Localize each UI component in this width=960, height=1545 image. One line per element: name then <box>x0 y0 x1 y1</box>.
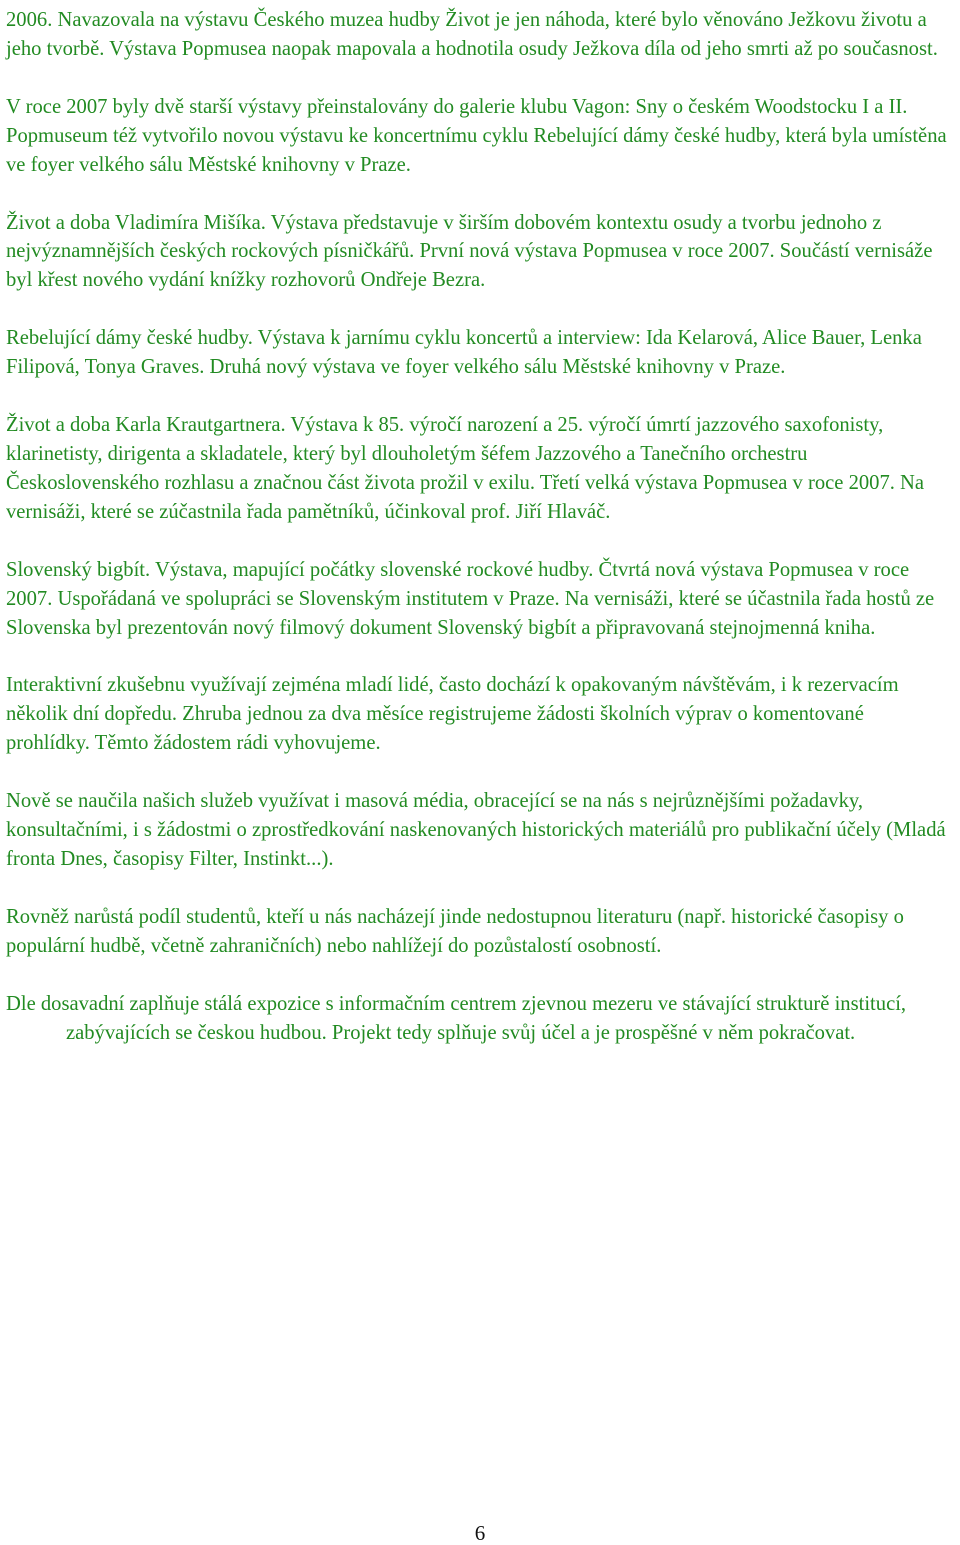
paragraph-rebel-ladies-exhibition: Rebelující dámy české hudby. Výstava k jarnímu cyklu koncertů a interview: Ida Kelarová, Alice Bauer, Lenka Filipová, Tonya Graves. Druhá nový výstava ve foyer velkého sálu Městské knihovny v Praze. <box>6 327 922 379</box>
paragraph-students: Rovněž narůstá podíl studentů, kteří u nás nacházejí jinde nedostupnou literaturu (např. historické časopisy o populární hudbě, včetně zahraničních) nebo nahlížejí do pozůstalostí osobností. <box>6 905 904 957</box>
paragraph-interactive-studio: Interaktivní zkušebnu využívají zejména mladí lidé, často dochází k opakovaným návštěvám, i k rezervacím několik dní dopředu. Zhruba jednou za dva měsíce registrujeme žádosti školních výprav o komentované prohlídky. Těmto žádostem rádi vyhovujeme. <box>6 674 899 755</box>
paragraph-popmuseum-jezek: 2006. Navazovala na výstavu Českého muzea hudby Život je jen náhoda, které bylo věnováno Ježkovu životu a jeho tvorbě. Výstava Popmusea naopak mapovala a hodnotila osudy Ježkova díla od jeho smrti až po současnost. <box>6 9 938 60</box>
paragraph-krautgartner-exhibition: Život a doba Karla Krautgartnera. Výstava k 85. výročí narození a 25. výročí úmrtí jazzového saxofonisty, klarinetisty, dirigenta a skladatele, který byl dlouholetým šéfem Jazzového a Tanečního orchestru Československého rozhlasu a značnou část života prožil v exilu. Třetí velká výstava Popmusea v roce 2007. Na vernisáži, které se zúčastnila řada pamětníků, účinkoval prof. Jiří Hlaváč. <box>6 414 925 523</box>
paragraph-misik-exhibition: Život a doba Vladimíra Mišíka. Výstava představuje v širším dobovém kontextu osudy a tvorbu jednoho z nejvýznamnějších českých rockových písničkářů. První nová výstava Popmusea v roce 2007. Součástí vernisáže byl křest nového vydání knížky rozhovorů Ondřeje Bezra. <box>6 211 933 292</box>
paragraph-conclusion: Dle dosavadní zaplňuje stálá expozice s informačním centrem zjevnou mezeru ve stávající strukturě institucí, zabývajících se českou hudbou. Projekt tedy splňuje svůj účel a je prospěšné v něm pokračovat. <box>6 992 907 1044</box>
paragraph-slovak-bigbit-exhibition: Slovenský bigbít. Výstava, mapující počátky slovenské rockové hudby. Čtvrtá nová výstava Popmusea v roce 2007. Uspořádaná ve spolupráci se Slovenským institutem v Praze. Na vernisáži, které se účastnila řada hostů ze Slovenska byl prezentován nový filmový dokument Slovenský bigbít a připravovaná stejnojmenná kniha. <box>6 558 935 639</box>
paragraph-media: Nově se naučila našich služeb využívat i masová média, obracející se na nás s nejrůznějšími požadavky, konsultačními, i s žádostmi o zprostředkování naskenovaných historických materiálů pro publikační účely (Mladá fronta Dnes, časopisy Filter, Instinkt...). <box>6 790 946 870</box>
page-number: 6 <box>474 1521 486 1545</box>
paragraph-2007-exhibitions: V roce 2007 byly dvě starší výstavy přeinstalovány do galerie klubu Vagon: Sny o českém Woodstocku I a II. Popmuseum též vytvořilo novou výstavu ke koncertnímu cyklu Rebelující dámy české hudby, která byla umístěna ve foyer velkého sálu Městské knihovny v Praze. <box>6 95 947 176</box>
document-body <box>6 6 951 1076</box>
